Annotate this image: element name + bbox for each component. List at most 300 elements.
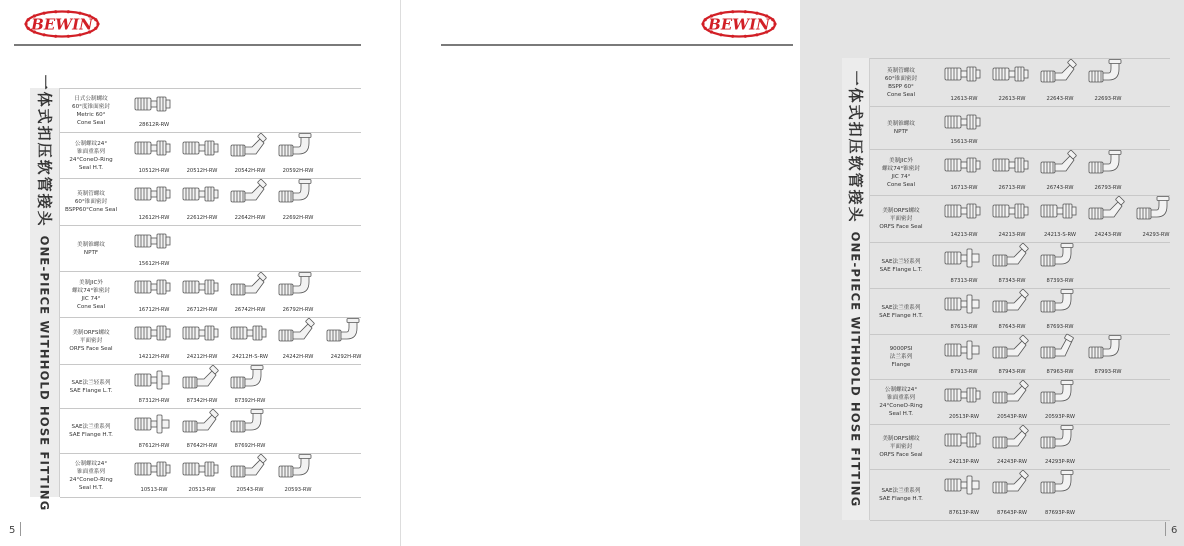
catalog-page-right (400, 0, 1178, 546)
fitting-drawing (944, 112, 982, 132)
fitting-image (134, 323, 172, 343)
fitting-code: 87392H-RW (234, 398, 266, 404)
fitting-drawing (944, 430, 982, 450)
fitting-item (130, 179, 178, 225)
fitting-image (230, 454, 268, 480)
fitting-code: 14212H-RW (138, 354, 170, 360)
fitting-drawing (182, 459, 220, 479)
fitting-code: 20593P-RW (1045, 414, 1075, 420)
fitting-table (60, 88, 361, 498)
fitting-item (178, 365, 226, 408)
row-category-label: SAE法兰重系列 SAE Flange H.T. (69, 424, 113, 438)
fitting-code: 87943-RW (998, 369, 1026, 375)
fitting-image (944, 112, 982, 132)
fitting-code: 24243P-RW (997, 459, 1027, 465)
fitting-drawing (230, 133, 268, 159)
header-rule (14, 44, 361, 46)
fitting-drawing (278, 454, 316, 480)
fitting-item (940, 380, 988, 424)
fitting-image (182, 459, 220, 479)
fitting-code: 26712H-RW (186, 307, 218, 313)
fitting-drawing (182, 409, 220, 435)
fitting-row (870, 425, 1170, 470)
fitting-item (130, 133, 178, 178)
fitting-item (226, 318, 274, 364)
row-category-label: 美制锥螺纹 NPTF (887, 121, 915, 135)
fitting-drawing (278, 133, 316, 159)
fitting-row (870, 150, 1170, 196)
fitting-row (870, 196, 1170, 243)
row-category-label: 公制螺纹24° 锥面重系列 24°ConeO-Ring Seal H.T. (879, 387, 923, 417)
fitting-image (944, 385, 982, 405)
fitting-drawing (992, 335, 1030, 361)
fitting-drawing (1040, 201, 1078, 221)
fitting-item (274, 318, 322, 364)
fitting-item (988, 150, 1036, 195)
fitting-code: 24212H-S-RW (232, 354, 268, 360)
fitting-item (226, 454, 274, 497)
fitting-drawing (992, 425, 1030, 451)
fitting-code: 20592H-RW (282, 168, 314, 174)
fitting-image (182, 277, 220, 297)
row-category-label: SAE法兰重系列 SAE Flange H.T. (879, 488, 923, 502)
fitting-item (226, 133, 274, 178)
fitting-item (988, 425, 1036, 469)
fitting-item (178, 179, 226, 225)
fitting-drawing (278, 318, 316, 344)
row-category-label: 9000PSI 法兰系列 Flange (889, 346, 913, 368)
fitting-code: 22693-RW (1094, 96, 1122, 102)
fitting-image (134, 231, 172, 251)
header-rule (441, 44, 793, 46)
fitting-code: 87612H-RW (138, 443, 170, 449)
row-category-label: SAE法兰轻系列 SAE Flange L.T. (69, 379, 113, 394)
fitting-row (870, 380, 1170, 425)
fitting-row (870, 107, 1170, 150)
fitting-drawing (1088, 150, 1126, 176)
fitting-code: 16712H-RW (138, 307, 170, 313)
fitting-image (992, 425, 1030, 451)
fitting-drawing (1088, 335, 1126, 361)
fitting-item (988, 289, 1036, 334)
fitting-image (134, 184, 172, 204)
row-items (122, 226, 361, 271)
fitting-drawing (1040, 335, 1078, 361)
fitting-image (134, 94, 172, 114)
fitting-item (130, 226, 178, 271)
fitting-item (178, 454, 226, 497)
fitting-drawing (182, 184, 220, 204)
fitting-row (870, 335, 1170, 380)
fitting-drawing (1136, 196, 1174, 222)
side-title (845, 71, 866, 508)
fitting-drawing (1040, 289, 1078, 315)
fitting-drawing (944, 155, 982, 175)
fitting-item (274, 454, 322, 497)
fitting-image (230, 323, 268, 343)
fitting-drawing (944, 294, 982, 314)
fitting-image (944, 430, 982, 450)
fitting-item (1036, 243, 1084, 288)
row-items (122, 133, 361, 178)
fitting-code: 87993-RW (1094, 369, 1122, 375)
fitting-code: 26743-RW (1046, 185, 1074, 191)
fitting-image (944, 475, 982, 495)
fitting-image (944, 64, 982, 84)
fitting-code: 10513-RW (140, 487, 168, 493)
fitting-drawing (230, 179, 268, 205)
fitting-code: 20542H-RW (234, 168, 266, 174)
fitting-item (940, 425, 988, 469)
fitting-code: 24213-RW (998, 232, 1026, 238)
fitting-code: 24243-RW (1094, 232, 1122, 238)
fitting-item (130, 454, 178, 497)
fitting-item (226, 272, 274, 317)
row-category-label: 美制JIC外 螺纹74°锥密封 JIC 74° Cone Seal (882, 157, 920, 188)
fitting-image (278, 133, 316, 159)
fitting-item (130, 365, 178, 408)
fitting-image (944, 201, 982, 221)
fitting-image (134, 277, 172, 297)
fitting-image (278, 272, 316, 298)
row-category-label: SAE法兰重系列 SAE Flange H.T. (879, 304, 923, 319)
page-number-rule (20, 522, 21, 536)
fitting-image (1088, 150, 1126, 176)
fitting-item (1084, 196, 1132, 242)
fitting-image (992, 155, 1030, 175)
fitting-code: 14213-RW (950, 232, 978, 238)
fitting-item (940, 335, 988, 379)
fitting-image (134, 414, 172, 434)
fitting-row (60, 133, 361, 179)
fitting-code: 87693P-RW (1045, 510, 1075, 516)
fitting-drawing (992, 289, 1030, 315)
fitting-image (1040, 59, 1078, 85)
fitting-image (944, 340, 982, 360)
fitting-code: 24212H-RW (186, 354, 218, 360)
fitting-code: 87963-RW (1046, 369, 1074, 375)
row-items (932, 380, 1170, 424)
fitting-drawing (182, 277, 220, 297)
fitting-drawing (992, 155, 1030, 175)
fitting-drawing (326, 318, 364, 344)
row-category-label: 英制管螺纹 60°锥面密封 BSPP 60° Cone Seal (884, 67, 918, 98)
fitting-code: 87913-RW (950, 369, 978, 375)
fitting-image (992, 380, 1030, 406)
fitting-item (940, 289, 988, 334)
fitting-row (60, 89, 361, 133)
fitting-image (1088, 196, 1126, 222)
row-items (122, 454, 361, 497)
fitting-code: 20513-RW (188, 487, 216, 493)
fitting-code: 22643-RW (1046, 96, 1074, 102)
row-items (932, 107, 1170, 149)
fitting-row (870, 289, 1170, 335)
fitting-item (130, 272, 178, 317)
fitting-image (1040, 470, 1078, 496)
side-title-band (842, 58, 870, 520)
fitting-item (940, 150, 988, 195)
row-items (122, 318, 361, 364)
fitting-image (134, 459, 172, 479)
fitting-drawing (278, 272, 316, 298)
fitting-drawing (944, 201, 982, 221)
side-title-en: ONE-PIECE WITHHOLD HOSE FITTING (37, 235, 52, 511)
row-category-label: 美制JIC外 螺纹74°锥密封 JIC 74° Cone Seal (72, 279, 110, 310)
fitting-image (230, 179, 268, 205)
fitting-image (1040, 201, 1078, 221)
page-number: 5 (9, 525, 16, 536)
fitting-code: 20593-RW (284, 487, 312, 493)
row-category-label: 英制管螺纹 60°锥面密封 BSPP60°Cone Seal (64, 191, 118, 213)
side-title-en: ONE-PIECE WITHHOLD HOSE FITTING (848, 231, 863, 508)
row-items (122, 409, 361, 453)
fitting-drawing (1040, 59, 1078, 85)
fitting-code: 28612R-RW (138, 122, 170, 128)
fitting-drawing (944, 64, 982, 84)
fitting-drawing (1040, 243, 1078, 269)
fitting-drawing (134, 370, 172, 390)
fitting-image (1040, 425, 1078, 451)
fitting-image (230, 133, 268, 159)
fitting-image (134, 370, 172, 390)
fitting-row (60, 272, 361, 318)
fitting-table (870, 58, 1170, 521)
fitting-drawing (230, 323, 268, 343)
fitting-row (870, 243, 1170, 289)
page-number: 6 (1171, 525, 1178, 536)
fitting-code: 20512H-RW (186, 168, 218, 174)
fitting-code: 12613-RW (950, 96, 978, 102)
fitting-image (992, 201, 1030, 221)
bewin-logo-mark (24, 10, 100, 38)
fitting-item (1036, 196, 1084, 242)
fitting-drawing (992, 243, 1030, 269)
fitting-drawing (134, 231, 172, 251)
fitting-drawing (1040, 470, 1078, 496)
fitting-code: 26793-RW (1094, 185, 1122, 191)
fitting-code: 22613-RW (998, 96, 1026, 102)
row-category-label: 美制ORFS螺纹 平面密封 ORFS Face Seal (879, 208, 923, 230)
fitting-drawing (134, 414, 172, 434)
fitting-code: 87393-RW (1046, 278, 1074, 284)
row-items (122, 179, 361, 225)
fitting-drawing (134, 277, 172, 297)
row-items (122, 272, 361, 317)
fitting-code: 22642H-RW (234, 215, 266, 221)
fitting-drawing (1040, 380, 1078, 406)
fitting-code: 87692H-RW (234, 443, 266, 449)
fitting-drawing (992, 64, 1030, 84)
fitting-image (278, 179, 316, 205)
fitting-drawing (134, 138, 172, 158)
fitting-drawing (134, 94, 172, 114)
fitting-drawing (1088, 59, 1126, 85)
fitting-code: 22612H-RW (186, 215, 218, 221)
fitting-item (1084, 150, 1132, 195)
fitting-code: 87643-RW (998, 324, 1026, 330)
row-category-label: 美制ORFS螺纹 平面密封 ORFS Face Seal (879, 436, 923, 458)
fitting-image (182, 365, 220, 391)
fitting-image (230, 409, 268, 435)
row-category-label: 美制ORFS螺纹 平面密封 ORFS Face Seal (69, 330, 113, 352)
fitting-item (178, 272, 226, 317)
fitting-item (940, 107, 988, 149)
fitting-image (1088, 59, 1126, 85)
row-items (932, 196, 1170, 242)
fitting-row (60, 409, 361, 454)
fitting-drawing (944, 340, 982, 360)
fitting-item (940, 243, 988, 288)
fitting-image (992, 470, 1030, 496)
fitting-item (988, 335, 1036, 379)
fitting-item (1036, 380, 1084, 424)
fitting-code: 24213P-RW (949, 459, 979, 465)
row-items (932, 59, 1170, 106)
fitting-drawing (992, 470, 1030, 496)
fitting-item (322, 318, 370, 364)
fitting-code: 12612H-RW (138, 215, 170, 221)
fitting-image (1040, 150, 1078, 176)
side-title-cn: 一体式扣压软管接头 (35, 74, 53, 228)
fitting-code: 24293-RW (1142, 232, 1170, 238)
fitting-drawing (182, 365, 220, 391)
row-items (122, 89, 361, 132)
fitting-drawing (1088, 196, 1126, 222)
fitting-row (60, 226, 361, 272)
fitting-drawing (1040, 425, 1078, 451)
fitting-item (940, 196, 988, 242)
fitting-code: 87312H-RW (138, 398, 170, 404)
fitting-code: 87343-RW (998, 278, 1026, 284)
fitting-image (230, 272, 268, 298)
fitting-item (226, 179, 274, 225)
fitting-item (1084, 59, 1132, 106)
fitting-item (274, 133, 322, 178)
page-number-rule (1165, 522, 1166, 536)
row-items (122, 365, 361, 408)
fitting-image (278, 318, 316, 344)
row-category-label: 美制锥螺纹 NPTF (77, 241, 105, 256)
fitting-code: 20543P-RW (997, 414, 1027, 420)
fitting-code: 20513P-RW (949, 414, 979, 420)
fitting-image (182, 138, 220, 158)
fitting-row (60, 454, 361, 498)
fitting-code: 26713-RW (998, 185, 1026, 191)
fitting-drawing (944, 475, 982, 495)
fitting-code: 24242H-RW (282, 354, 314, 360)
svg-text:BEWIN: BEWIN (708, 15, 770, 34)
fitting-item (130, 318, 178, 364)
row-category-label: 公制螺纹24° 锥面重系列 24°ConeO-Ring Seal H.T. (69, 460, 113, 491)
fitting-code: 10512H-RW (138, 168, 170, 174)
row-items (932, 470, 1170, 520)
row-category-label: 公制螺纹24° 锥面重系列 24°ConeO-Ring Seal H.T. (69, 140, 113, 171)
fitting-image (326, 318, 364, 344)
fitting-image (944, 294, 982, 314)
fitting-drawing (1040, 150, 1078, 176)
fitting-drawing (944, 385, 982, 405)
fitting-code: 26742H-RW (234, 307, 266, 313)
fitting-item (130, 89, 178, 132)
fitting-row (60, 318, 361, 365)
side-title-cn: 一体式扣压软管接头 (846, 70, 864, 224)
row-items (932, 425, 1170, 469)
fitting-code: 87613-RW (950, 324, 978, 330)
row-items (932, 243, 1170, 288)
fitting-image (1040, 335, 1078, 361)
fitting-item (274, 272, 322, 317)
fitting-drawing (182, 138, 220, 158)
side-title (34, 74, 55, 511)
bewin-logo (701, 10, 777, 38)
svg-text:BEWIN: BEWIN (31, 15, 93, 34)
fitting-code: 15613-RW (950, 139, 978, 145)
fitting-code: 24213-S-RW (1043, 232, 1077, 238)
row-category-label: 日式公制螺纹 60°度锥面密封 Metric 60° Cone Seal (72, 95, 110, 126)
fitting-item (1084, 335, 1132, 379)
fitting-image (1040, 243, 1078, 269)
fitting-code: 87693-RW (1046, 324, 1074, 330)
fitting-image (1088, 335, 1126, 361)
fitting-item (226, 365, 274, 408)
fitting-image (182, 323, 220, 343)
fitting-image (230, 365, 268, 391)
fitting-item (274, 179, 322, 225)
fitting-code: 87342H-RW (186, 398, 218, 404)
fitting-item (1036, 150, 1084, 195)
row-category-label: SAE法兰轻系列 SAE Flange L.T. (879, 258, 923, 273)
fitting-code: 87643P-RW (997, 510, 1027, 516)
fitting-row (60, 365, 361, 409)
fitting-image (944, 248, 982, 268)
fitting-drawing (944, 248, 982, 268)
page-header (401, 0, 801, 50)
fitting-item (1036, 470, 1084, 520)
fitting-drawing (230, 409, 268, 435)
fitting-item (178, 133, 226, 178)
fitting-image (992, 243, 1030, 269)
fitting-image (134, 138, 172, 158)
fitting-drawing (182, 323, 220, 343)
fitting-item (226, 409, 274, 453)
row-items (932, 289, 1170, 334)
fitting-code: 87642H-RW (186, 443, 218, 449)
fitting-code: 87313-RW (950, 278, 978, 284)
fitting-item (940, 59, 988, 106)
fitting-code: 87613P-RW (949, 510, 979, 516)
fitting-drawing (230, 454, 268, 480)
fitting-item (1036, 335, 1084, 379)
fitting-code: 16713-RW (950, 185, 978, 191)
fitting-drawing (278, 179, 316, 205)
fitting-item (1036, 425, 1084, 469)
fitting-item (1132, 196, 1180, 242)
fitting-drawing (134, 184, 172, 204)
fitting-code: 22692H-RW (282, 215, 314, 221)
fitting-code: 24292H-RW (330, 354, 362, 360)
fitting-item (988, 59, 1036, 106)
fitting-item (1036, 289, 1084, 334)
fitting-drawing (134, 323, 172, 343)
fitting-code: 15612H-RW (138, 261, 170, 267)
fitting-drawing (230, 365, 268, 391)
fitting-drawing (992, 380, 1030, 406)
fitting-image (1040, 289, 1078, 315)
page-header (0, 0, 400, 50)
fitting-item (178, 409, 226, 453)
bewin-logo (24, 10, 100, 38)
